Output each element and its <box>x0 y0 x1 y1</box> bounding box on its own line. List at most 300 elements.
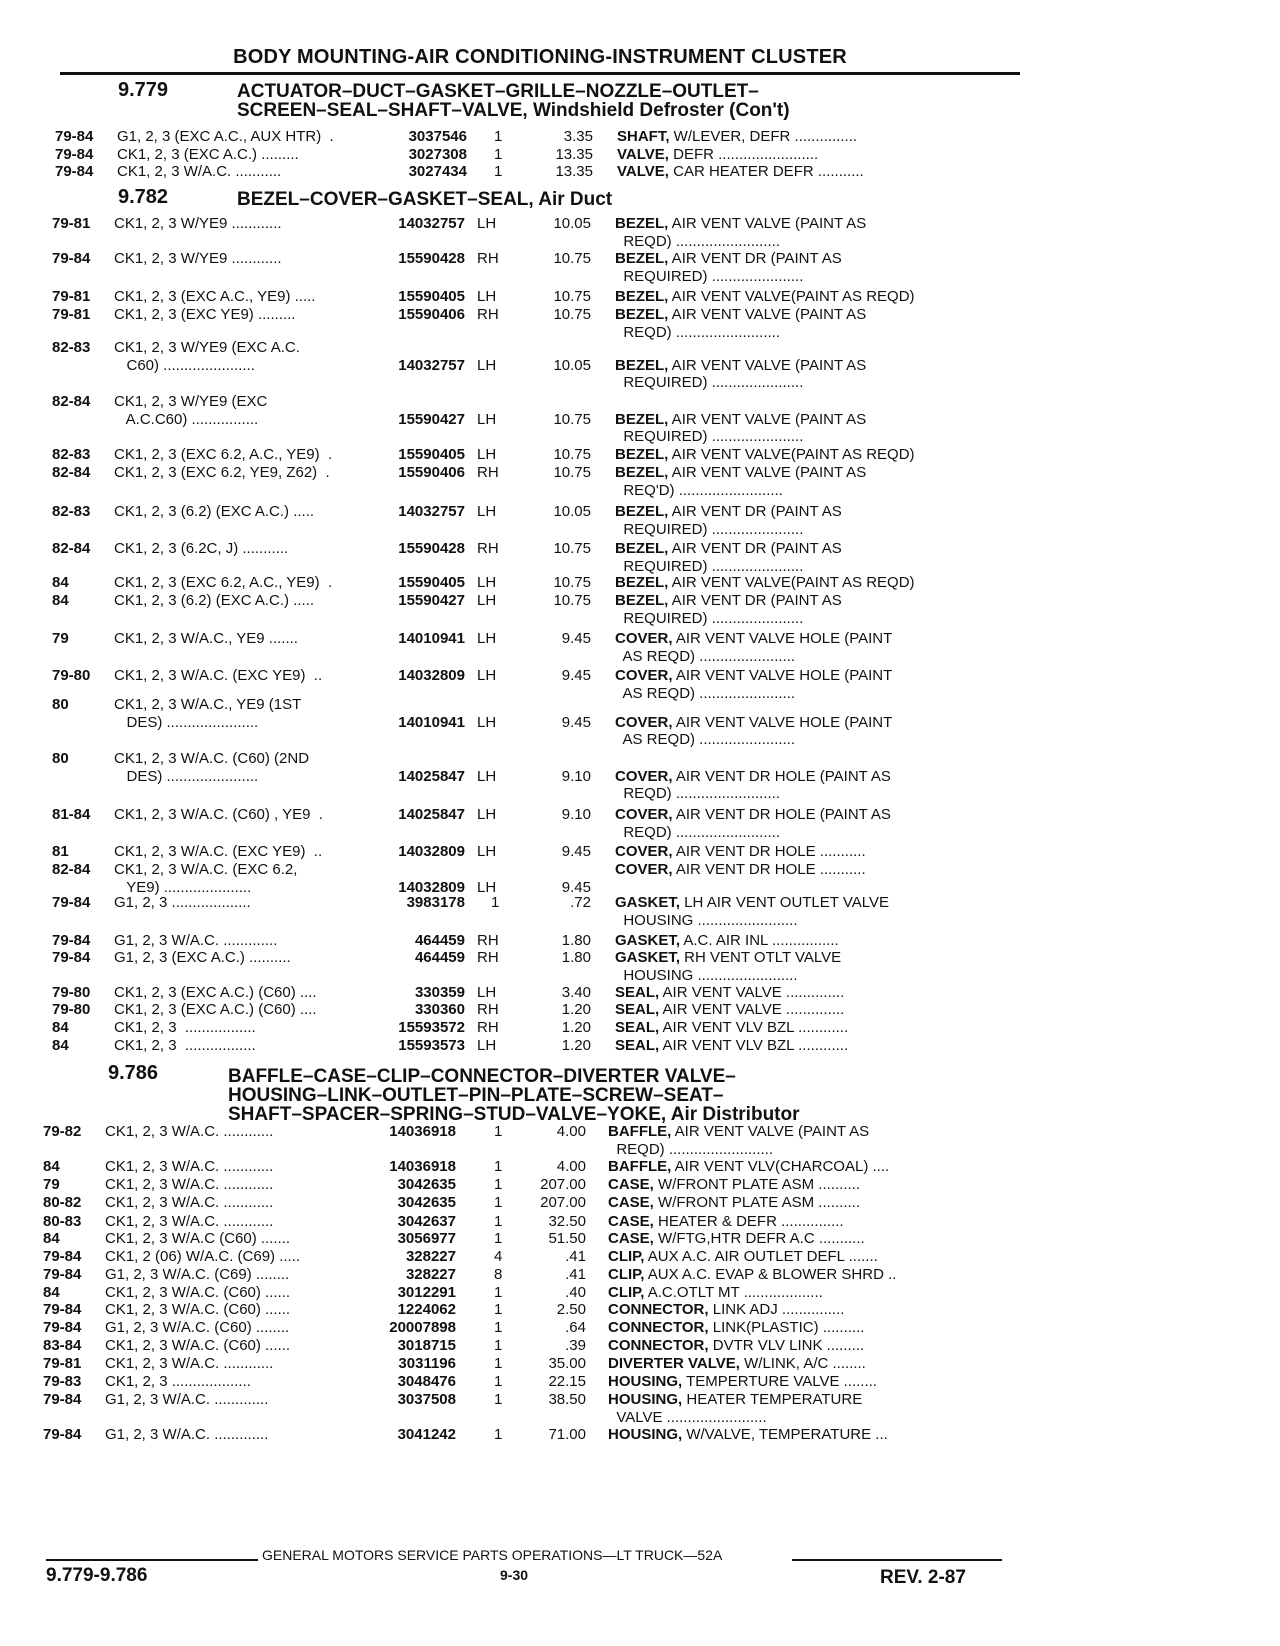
description: BEZEL, AIR VENT VALVE (PAINT AS REQUIRED) ...................... <box>615 356 867 391</box>
price: 10.75 <box>553 464 591 481</box>
item-name: BEZEL, <box>615 250 669 267</box>
section-number: 9.782 <box>118 186 169 208</box>
quantity: RH <box>477 464 499 481</box>
model-years: 80 <box>52 696 69 713</box>
quantity: 1 <box>494 1391 503 1408</box>
price: 10.05 <box>553 215 591 232</box>
description: CASE, W/FRONT PLATE ASM .......... <box>608 1194 860 1211</box>
model-years: 82-83 <box>52 339 91 356</box>
part-number: 15590427 <box>398 410 465 428</box>
item-name: BEZEL, <box>615 306 669 323</box>
description: CONNECTOR, LINK ADJ ............... <box>608 1301 845 1318</box>
description: BEZEL, AIR VENT VALVE (PAINT AS REQUIRED) ...................... <box>615 410 867 445</box>
quantity: 1 <box>494 1213 503 1230</box>
model-years: 82-84 <box>52 861 91 878</box>
quantity: 1 <box>494 1123 503 1140</box>
item-name: GASKET, <box>615 949 681 966</box>
quantity: 1 <box>494 1284 503 1301</box>
price: 3.35 <box>563 128 593 145</box>
description: CLIP, A.C.OTLT MT ................... <box>608 1284 823 1301</box>
part-number: 328227 <box>405 1248 456 1265</box>
section-title <box>237 190 612 209</box>
item-name: BEZEL, <box>615 592 669 609</box>
price: 207.00 <box>540 1194 586 1211</box>
model-years: 79-84 <box>43 1301 82 1318</box>
model-years: 82-84 <box>52 464 91 481</box>
part-number: 15590428 <box>398 250 465 267</box>
description: BAFFLE, AIR VENT VLV(CHARCOAL) .... <box>608 1158 890 1175</box>
price: 1.20 <box>561 1001 591 1018</box>
item-name: BEZEL, <box>615 540 669 557</box>
item-name: CLIP, <box>608 1284 645 1301</box>
description: COVER, AIR VENT VALVE HOLE (PAINT AS REQD) ....................... <box>615 713 893 748</box>
price: 10.05 <box>553 356 591 374</box>
application: CK1, 2, 3 (EXC A.C., YE9) ..... <box>114 288 316 305</box>
description: BEZEL, AIR VENT VALVE (PAINT AS REQD) ......................... <box>615 306 867 341</box>
application: G1, 2, 3 W/A.C. ............. <box>105 1391 269 1408</box>
price: 10.75 <box>553 540 591 557</box>
application: CK1, 2, 3 W/A.C. (C60) , YE9 . <box>114 806 323 823</box>
footer-rule-right <box>792 1559 1002 1561</box>
model-years: 79-81 <box>43 1355 82 1372</box>
price: 10.75 <box>553 250 591 267</box>
part-number: 15590406 <box>398 464 465 481</box>
application: G1, 2, 3 W/A.C. ............. <box>105 1426 269 1443</box>
item-name: VALVE, <box>617 163 669 180</box>
item-name: BEZEL, <box>615 288 669 305</box>
part-number: 15590406 <box>398 306 465 323</box>
description: COVER, AIR VENT DR HOLE ........... <box>615 861 866 878</box>
application: G1, 2, 3 W/A.C. (C69) ........ <box>105 1266 290 1283</box>
quantity: LH <box>477 630 497 647</box>
item-name: CASE, <box>608 1194 654 1211</box>
price: 9.45 <box>561 630 591 647</box>
quantity: LH <box>477 878 497 896</box>
part-number: 20007898 <box>389 1319 456 1336</box>
application: G1, 2, 3 W/A.C. ............. <box>114 932 278 949</box>
part-number: 14032809 <box>398 878 465 896</box>
quantity: 1 <box>494 1337 503 1354</box>
description: CLIP, AUX A.C. AIR OUTLET DEFL ....... <box>608 1248 878 1265</box>
price: 4.00 <box>556 1158 586 1175</box>
part-number: 14036918 <box>389 1123 456 1140</box>
section-title <box>228 1067 800 1124</box>
item-name: SEAL, <box>615 984 660 1001</box>
description: GASKET, RH VENT OTLT VALVE HOUSING ........................ <box>615 949 842 984</box>
price: .41 <box>565 1266 586 1283</box>
quantity: 4 <box>494 1248 503 1265</box>
price: 10.75 <box>553 410 591 428</box>
part-number: 3983178 <box>406 894 465 911</box>
application: CK1, 2, 3 W/A.C. ........... <box>117 163 282 180</box>
application: CK1, 2, 3 W/YE9 (EXC A.C.C60) ................ <box>114 393 268 428</box>
part-number: 14032809 <box>398 667 465 684</box>
application: CK1, 2, 3 (EXC 6.2, YE9, Z62) . <box>114 464 330 481</box>
price: 35.00 <box>548 1355 586 1372</box>
application: G1, 2, 3 (EXC A.C., AUX HTR) . <box>117 128 334 145</box>
application: CK1, 2, 3 (6.2) (EXC A.C.) ..... <box>114 592 315 609</box>
part-number: 3037508 <box>397 1391 456 1408</box>
section-number: 9.779 <box>118 79 169 101</box>
quantity: RH <box>477 540 499 557</box>
application: CK1, 2, 3 W/A.C. (EXC 6.2, YE9) ..................... <box>114 861 298 896</box>
description: BEZEL, AIR VENT DR (PAINT AS REQUIRED) ...................... <box>615 540 842 575</box>
model-years: 79-84 <box>52 250 91 267</box>
item-name: BAFFLE, <box>608 1158 672 1175</box>
description: GASKET, LH AIR VENT OUTLET VALVE HOUSING ........................ <box>615 894 889 929</box>
application: CK1, 2, 3 (6.2) (EXC A.C.) ..... <box>114 503 315 520</box>
price: .41 <box>565 1248 586 1265</box>
item-name: BEZEL, <box>615 215 669 232</box>
quantity: RH <box>477 1019 499 1036</box>
quantity: 1 <box>494 1319 503 1336</box>
part-number: 464459 <box>414 949 465 966</box>
item-name: COVER, <box>615 861 673 878</box>
item-name: SHAFT, <box>617 128 670 145</box>
item-name: GASKET, <box>615 932 681 949</box>
part-number: 15590427 <box>398 592 465 609</box>
quantity: RH <box>477 949 499 966</box>
quantity: RH <box>477 306 499 323</box>
description: CASE, W/FRONT PLATE ASM .......... <box>608 1176 860 1193</box>
model-years: 79-81 <box>52 215 91 232</box>
header-rule <box>60 72 1020 75</box>
quantity: LH <box>477 667 497 684</box>
item-name: BEZEL, <box>615 574 669 591</box>
description: SEAL, AIR VENT VALVE .............. <box>615 1001 845 1018</box>
item-name: BEZEL, <box>615 356 669 374</box>
application: CK1, 2, 3 W/A.C., YE9 ....... <box>114 630 298 647</box>
quantity: 1 <box>494 146 503 163</box>
model-years: 80 <box>52 750 69 767</box>
footer-page-number: 9-30 <box>500 1567 529 1583</box>
description: HOUSING, TEMPERTURE VALVE ........ <box>608 1373 877 1390</box>
section-title-line: BAFFLE–CASE–CLIP–CONNECTOR–DIVERTER VALVE– <box>228 1066 736 1087</box>
quantity: RH <box>477 250 499 267</box>
item-name: CLIP, <box>608 1248 645 1265</box>
price: 10.05 <box>553 503 591 520</box>
quantity: LH <box>477 1037 497 1054</box>
quantity: LH <box>477 806 497 823</box>
price: .39 <box>565 1337 586 1354</box>
model-years: 84 <box>43 1230 60 1247</box>
part-number: 14032757 <box>398 356 465 374</box>
description: SEAL, AIR VENT VALVE .............. <box>615 984 845 1001</box>
description: BEZEL, AIR VENT VALVE(PAINT AS REQD) <box>615 288 915 305</box>
model-years: 82-83 <box>52 503 91 520</box>
page-title: BODY MOUNTING-AIR CONDITIONING-INSTRUMENT CLUSTER <box>233 46 847 68</box>
quantity: 1 <box>494 1194 503 1211</box>
model-years: 79-80 <box>52 1001 91 1018</box>
item-name: CONNECTOR, <box>608 1319 709 1336</box>
quantity: 1 <box>491 894 500 911</box>
quantity: LH <box>477 984 497 1001</box>
model-years: 84 <box>43 1158 60 1175</box>
price: 9.10 <box>561 806 591 823</box>
section-title-line: ACTUATOR–DUCT–GASKET–GRILLE–NOZZLE–OUTLET– <box>237 81 759 102</box>
model-years: 84 <box>52 1019 69 1036</box>
quantity: LH <box>477 592 497 609</box>
part-number: 3031196 <box>398 1355 456 1372</box>
model-years: 80-82 <box>43 1194 82 1211</box>
model-years: 79-84 <box>55 146 94 163</box>
part-number: 14032757 <box>398 215 465 232</box>
item-name: COVER, <box>615 713 673 731</box>
part-number: 328227 <box>405 1266 456 1283</box>
description: CASE, HEATER & DEFR ............... <box>608 1213 844 1230</box>
description: COVER, AIR VENT DR HOLE (PAINT AS REQD) ......................... <box>615 767 891 802</box>
description: CONNECTOR, DVTR VLV LINK ......... <box>608 1337 865 1354</box>
application: CK1, 2, 3 ................. <box>114 1037 256 1054</box>
part-number: 15590405 <box>398 574 465 591</box>
item-name: COVER, <box>615 806 673 823</box>
description: CONNECTOR, LINK(PLASTIC) .......... <box>608 1319 865 1336</box>
price: .40 <box>565 1284 586 1301</box>
section-title-line: SHAFT–SPACER–SPRING–STUD–VALVE–YOKE, Air Distributor <box>228 1104 800 1125</box>
description: BEZEL, AIR VENT DR (PAINT AS REQUIRED) ...................... <box>615 503 842 538</box>
section-title-line: BEZEL–COVER–GASKET–SEAL, Air Duct <box>237 189 613 210</box>
price: 1.20 <box>561 1037 591 1054</box>
part-number: 3041242 <box>397 1426 456 1443</box>
price: 9.10 <box>561 767 591 785</box>
part-number: 14032809 <box>398 843 465 860</box>
part-number: 3027308 <box>408 146 467 163</box>
application: CK1, 2, 3 W/YE9 ............ <box>114 250 282 267</box>
part-number: 3042635 <box>397 1194 456 1211</box>
quantity: 1 <box>494 1426 503 1443</box>
model-years: 79-84 <box>43 1266 82 1283</box>
description: BAFFLE, AIR VENT VALVE (PAINT AS REQD) ......................... <box>608 1123 870 1158</box>
model-years: 79-82 <box>43 1123 82 1140</box>
application: CK1, 2, 3 W/A.C. ............ <box>105 1123 274 1140</box>
quantity: 1 <box>494 1158 503 1175</box>
quantity: LH <box>477 288 497 305</box>
quantity: 1 <box>494 1355 503 1372</box>
model-years: 83-84 <box>43 1337 82 1354</box>
description: BEZEL, AIR VENT DR (PAINT AS REQUIRED) ...................... <box>615 592 842 627</box>
part-number: 14010941 <box>398 630 465 647</box>
quantity: LH <box>477 356 497 374</box>
section-title <box>237 82 790 120</box>
part-number: 14032757 <box>398 503 465 520</box>
price: 10.75 <box>553 446 591 463</box>
quantity: LH <box>477 767 497 785</box>
description: SEAL, AIR VENT VLV BZL ............ <box>615 1037 849 1054</box>
price: 9.45 <box>561 843 591 860</box>
description: HOUSING, W/VALVE, TEMPERATURE ... <box>608 1426 888 1443</box>
model-years: 79-84 <box>43 1391 82 1408</box>
part-number: 330359 <box>414 984 465 1001</box>
application: CK1, 2, 3 (EXC A.C.) ......... <box>117 146 299 163</box>
description: BEZEL, AIR VENT DR (PAINT AS REQUIRED) ...................... <box>615 250 842 285</box>
item-name: GASKET, <box>615 894 681 911</box>
model-years: 84 <box>52 574 69 591</box>
application: CK1, 2, 3 W/A.C. (C60) (2ND DES) ...................... <box>114 750 310 785</box>
description: COVER, AIR VENT DR HOLE (PAINT AS REQD) ......................... <box>615 806 891 841</box>
quantity: 1 <box>494 128 503 145</box>
model-years: 84 <box>43 1284 60 1301</box>
description: DIVERTER VALVE, W/LINK, A/C ........ <box>608 1355 866 1372</box>
quantity: 1 <box>494 1176 503 1193</box>
price: 10.75 <box>553 574 591 591</box>
model-years: 81 <box>52 843 69 860</box>
quantity: LH <box>477 843 497 860</box>
price: 2.50 <box>556 1301 586 1318</box>
application: CK1, 2, 3 (EXC A.C.) (C60) .... <box>114 984 317 1001</box>
quantity: 8 <box>494 1266 503 1283</box>
part-number: 3018715 <box>397 1337 456 1354</box>
price: 51.50 <box>548 1230 586 1247</box>
part-number: 3037546 <box>408 128 467 145</box>
model-years: 79-84 <box>43 1319 82 1336</box>
description: BEZEL, AIR VENT VALVE (PAINT AS REQ'D) ......................... <box>615 464 867 499</box>
price: .72 <box>570 894 591 911</box>
model-years: 79-84 <box>43 1426 82 1443</box>
application: CK1, 2, 3 W/A.C. ............ <box>105 1213 274 1230</box>
price: 3.40 <box>561 984 591 1001</box>
part-number: 3056977 <box>397 1230 456 1247</box>
price: 9.45 <box>561 878 591 896</box>
application: CK1, 2, 3 W/A.C. ............ <box>105 1158 274 1175</box>
application: G1, 2, 3 (EXC A.C.) .......... <box>114 949 291 966</box>
quantity: LH <box>477 713 497 731</box>
application: CK1, 2, 3 (EXC 6.2, A.C., YE9) . <box>114 446 333 463</box>
application: CK1, 2, 3 W/YE9 ............ <box>114 215 282 232</box>
price: 38.50 <box>548 1391 586 1408</box>
quantity: 1 <box>494 1301 503 1318</box>
application: CK1, 2, 3 (6.2C, J) ........... <box>114 540 289 557</box>
price: 13.35 <box>555 146 593 163</box>
item-name: VALVE, <box>617 146 669 163</box>
model-years: 79-84 <box>43 1248 82 1265</box>
part-number: 14036918 <box>389 1158 456 1175</box>
application: CK1, 2, 3 W/A.C., YE9 (1ST DES) ...................... <box>114 696 302 731</box>
application: CK1, 2 (06) W/A.C. (C69) ..... <box>105 1248 301 1265</box>
model-years: 82-84 <box>52 393 91 410</box>
application: CK1, 2, 3 (EXC A.C.) (C60) .... <box>114 1001 317 1018</box>
application: CK1, 2, 3 W/A.C. (EXC YE9) .. <box>114 667 323 684</box>
quantity: RH <box>477 932 499 949</box>
part-number: 1224062 <box>397 1301 456 1318</box>
price: 1.80 <box>561 949 591 966</box>
description: COVER, AIR VENT VALVE HOLE (PAINT AS REQD) ....................... <box>615 667 893 702</box>
price: 71.00 <box>548 1426 586 1443</box>
part-number: 15590405 <box>398 446 465 463</box>
quantity: 1 <box>494 163 503 180</box>
quantity: RH <box>477 1001 499 1018</box>
footer-revision: REV. 2-87 <box>880 1567 966 1588</box>
item-name: SEAL, <box>615 1037 660 1054</box>
description: COVER, AIR VENT DR HOLE ........... <box>615 843 866 860</box>
model-years: 79-80 <box>52 984 91 1001</box>
item-name: DIVERTER VALVE, <box>608 1355 740 1372</box>
model-years: 79-83 <box>43 1373 82 1390</box>
part-number: 15593572 <box>398 1019 465 1036</box>
item-name: BEZEL, <box>615 503 669 520</box>
part-number: 14025847 <box>398 806 465 823</box>
application: CK1, 2, 3 W/A.C. ............ <box>105 1355 274 1372</box>
application: CK1, 2, 3 (EXC 6.2, A.C., YE9) . <box>114 574 333 591</box>
application: CK1, 2, 3 ................. <box>114 1019 256 1036</box>
price: .64 <box>565 1319 586 1336</box>
quantity: LH <box>477 574 497 591</box>
description: CLIP, AUX A.C. EVAP & BLOWER SHRD .. <box>608 1266 897 1283</box>
part-number: 14025847 <box>398 767 465 785</box>
application: CK1, 2, 3 (EXC YE9) ......... <box>114 306 296 323</box>
item-name: SEAL, <box>615 1001 660 1018</box>
part-number: 464459 <box>414 932 465 949</box>
model-years: 84 <box>52 592 69 609</box>
application: CK1, 2, 3 ................... <box>105 1373 251 1390</box>
part-number: 330360 <box>414 1001 465 1018</box>
quantity: LH <box>477 410 497 428</box>
price: 4.00 <box>556 1123 586 1140</box>
model-years: 79 <box>52 630 69 647</box>
application: CK1, 2, 3 W/A.C. (EXC YE9) .. <box>114 843 323 860</box>
model-years: 84 <box>52 1037 69 1054</box>
item-name: BEZEL, <box>615 410 669 428</box>
application: CK1, 2, 3 W/A.C. (C60) ...... <box>105 1301 291 1318</box>
price: 32.50 <box>548 1213 586 1230</box>
part-number: 14010941 <box>398 713 465 731</box>
quantity: LH <box>477 446 497 463</box>
model-years: 82-83 <box>52 446 91 463</box>
application: CK1, 2, 3 W/A.C (C60) ....... <box>105 1230 291 1247</box>
part-number: 3012291 <box>397 1284 456 1301</box>
price: 1.20 <box>561 1019 591 1036</box>
item-name: COVER, <box>615 767 673 785</box>
item-name: BAFFLE, <box>608 1123 672 1140</box>
model-years: 79 <box>43 1176 60 1193</box>
application: CK1, 2, 3 W/YE9 (EXC A.C. C60) ...................... <box>114 339 300 374</box>
quantity: LH <box>477 503 497 520</box>
price: 10.75 <box>553 306 591 323</box>
description: HOUSING, HEATER TEMPERATURE VALVE ........................ <box>608 1391 863 1426</box>
footer-rule-left <box>46 1559 258 1561</box>
item-name: HOUSING, <box>608 1391 683 1408</box>
model-years: 79-84 <box>55 163 94 180</box>
item-name: SEAL, <box>615 1019 660 1036</box>
description: VALVE, CAR HEATER DEFR ........... <box>617 163 864 180</box>
item-name: CASE, <box>608 1230 654 1247</box>
item-name: CONNECTOR, <box>608 1337 709 1354</box>
model-years: 79-84 <box>52 932 91 949</box>
application: CK1, 2, 3 W/A.C. (C60) ...... <box>105 1337 291 1354</box>
description: CASE, W/FTG,HTR DEFR A.C ........... <box>608 1230 865 1247</box>
price: 207.00 <box>540 1176 586 1193</box>
item-name: CASE, <box>608 1213 654 1230</box>
item-name: BEZEL, <box>615 464 669 481</box>
footer-publisher: GENERAL MOTORS SERVICE PARTS OPERATIONS—LT TRUCK—52A <box>262 1547 723 1563</box>
model-years: 80-83 <box>43 1213 82 1230</box>
part-number: 3048476 <box>397 1373 456 1390</box>
item-name: CLIP, <box>608 1266 645 1283</box>
item-name: COVER, <box>615 667 673 684</box>
description: SEAL, AIR VENT VLV BZL ............ <box>615 1019 849 1036</box>
item-name: COVER, <box>615 843 673 860</box>
model-years: 81-84 <box>52 806 91 823</box>
description: COVER, AIR VENT VALVE HOLE (PAINT AS REQD) ....................... <box>615 630 893 665</box>
part-number: 3042637 <box>397 1213 456 1230</box>
quantity: 1 <box>494 1373 503 1390</box>
price: 22.15 <box>548 1373 586 1390</box>
model-years: 79-81 <box>52 306 91 323</box>
section-title-line: HOUSING–LINK–OUTLET–PIN–PLATE–SCREW–SEAT– <box>228 1085 724 1106</box>
application: CK1, 2, 3 W/A.C. ............ <box>105 1176 274 1193</box>
part-number: 15590405 <box>398 288 465 305</box>
item-name: HOUSING, <box>608 1373 683 1390</box>
application: CK1, 2, 3 W/A.C. (C60) ...... <box>105 1284 291 1301</box>
